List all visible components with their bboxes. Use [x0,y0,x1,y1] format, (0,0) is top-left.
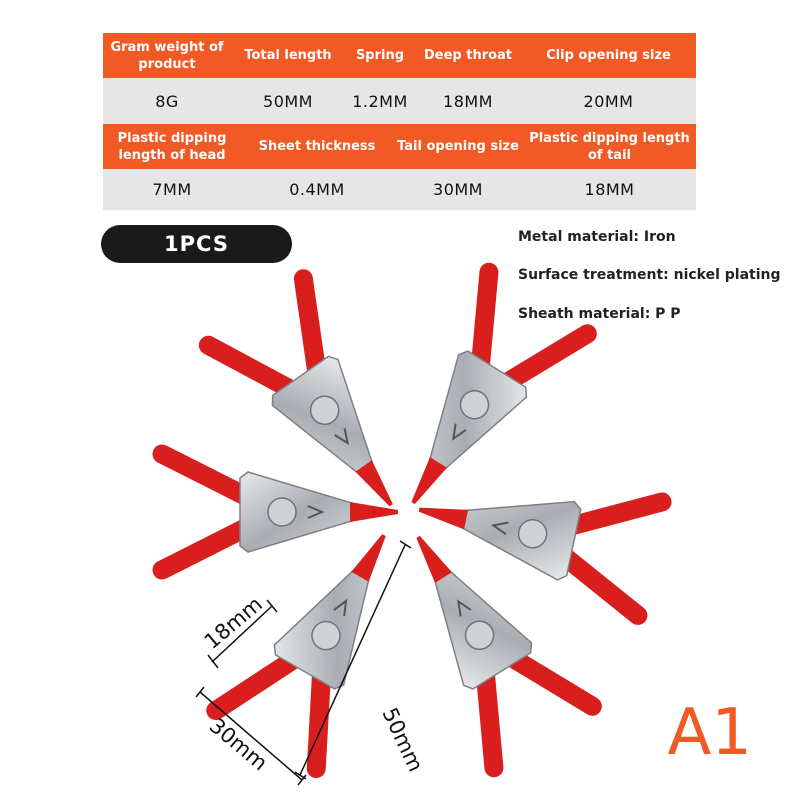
material-note-sheath: Sheath material: P P [518,306,681,322]
spec-header-cell: Total length [244,48,332,63]
spec-value-cell: 8G [155,91,179,111]
spec-value-cell: 7MM [152,180,192,199]
material-note-metal: Metal material: Iron [518,229,676,245]
dimension-throat-label: 18mm [199,591,268,654]
spec-header-cell: Tail opening size [397,139,519,154]
spec-header-cell: Gram weight of product [110,39,224,72]
spec-header-cell: Spring [355,48,405,63]
model-code: A1 [667,696,752,770]
spec-value-cell: 30MM [433,180,483,199]
spec-value-cell: 18MM [443,91,493,111]
spec-header-cell: Sheet thickness [258,139,376,154]
spec-value-cell: 18MM [584,180,635,199]
spec-header-cell: Plastic dipping length of head [117,130,227,163]
material-note-surface: Surface treatment: nickel plating [518,267,781,283]
spec-value-cell: 0.4MM [289,180,345,199]
spec-header-cell: Plastic dipping length of tail [529,130,690,163]
spec-value-cell: 50MM [263,91,313,111]
spec-value-cell: 1.2MM [352,91,408,111]
spec-header-cell: Deep throat [423,48,513,63]
spec-header-cell: Clip opening size [546,48,671,63]
dimension-length-label: 50mm [377,703,428,776]
dimension-tail-label: 30mm [204,713,273,776]
spec-value-cell: 20MM [583,91,634,111]
quantity-badge: 1PCS [101,225,292,263]
clamp-upper-right [364,272,587,534]
